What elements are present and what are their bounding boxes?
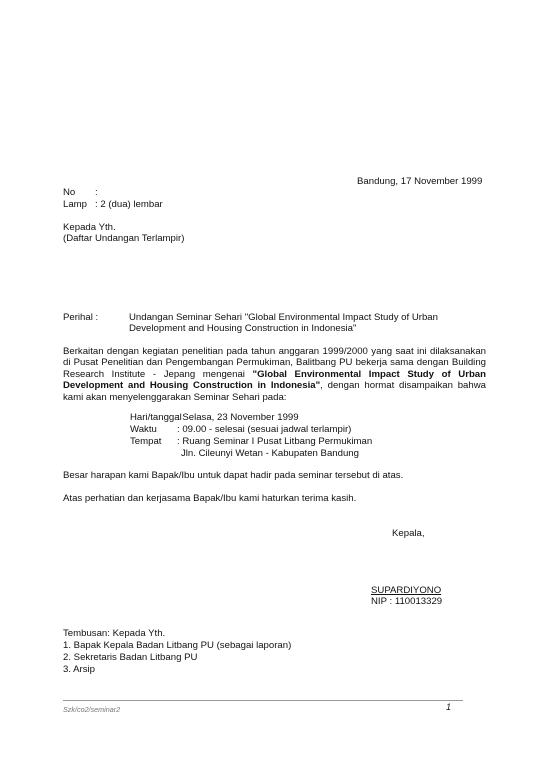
opening-text: Berkaitan dengan kegiatan penelitian pada tahun anggaran 1999/2000 yang saat ini dilaksanakan di Pusat Penelitian dan Pengembangan Permukiman, Balitbang PU bekerja sama dengan Building Research Institute - Jepang mengenai: [63, 346, 486, 380]
recipient-list-note: (Daftar Undangan Terlampir): [63, 233, 185, 245]
event-time-row: [130, 424, 372, 436]
number-row: [63, 187, 163, 199]
number-value: :: [95, 187, 98, 198]
subject-text: [129, 312, 469, 335]
attachment-row: [63, 199, 163, 211]
page-number: 1: [446, 702, 452, 712]
hope-paragraph: Besar harapan kami Bapak/Ibu untuk dapat hadir pada seminar tersebut di atas.: [63, 470, 404, 481]
event-details: [130, 412, 372, 460]
copy-to-heading: Tembusan: Kepada Yth.: [63, 628, 166, 639]
signer-nip: NIP : 110013329: [371, 596, 443, 608]
event-date-value: : Selasa, 23 November 1999: [177, 412, 299, 423]
event-address-value: Jln. Cileunyi Wetan - Kabupaten Bandung: [181, 448, 359, 459]
recipient-block: [63, 222, 184, 245]
number-label: No: [63, 187, 76, 198]
recipient-salutation: Kepada Yth.: [63, 222, 116, 233]
closing-title: Kepala,: [392, 528, 425, 539]
thanks-paragraph: Atas perhatian dan kerjasama Bapak/Ibu kami haturkan terima kasih.: [63, 493, 357, 504]
attachment-value: : 2 (dua) lembar: [95, 199, 163, 210]
copy-to-item: 1. Bapak Kepala Badan Litbang PU (sebagai laporan): [63, 640, 292, 651]
footer-divider: [63, 700, 463, 701]
event-date-row: [130, 412, 372, 424]
letter-date: Bandung, 17 November 1999: [357, 176, 483, 187]
signer-name: SUPARDIYONO: [371, 585, 442, 596]
copy-to-item: 3. Arsip: [63, 664, 95, 675]
event-time-value: : 09.00 - selesai (sesuai jadwal terlampir): [177, 424, 352, 435]
opening-text-end: , dengan hormat disampaikan bahwa kami akan menyelenggarakan Seminar Sehari pada:: [63, 380, 486, 403]
opening-paragraph: [63, 346, 486, 403]
footer-file-reference: Szk/co2/seminar2: [63, 705, 121, 714]
subject-label: Perihal :: [63, 312, 99, 323]
event-address-row: [130, 448, 372, 460]
signature-block: [371, 585, 442, 608]
letter-reference-block: [63, 187, 163, 211]
copy-to-item: 2. Sekretaris Badan Litbang PU: [63, 652, 198, 663]
copy-to-block: [63, 628, 291, 676]
event-time-label: Waktu: [130, 424, 157, 435]
subject-line-2: Development and Housing Construction in Indonesia": [129, 323, 357, 335]
study-title-bold: "Global Environmental Impact Study of Urban Development and Housing Construction in Indonesia": [63, 368, 486, 392]
event-place-value: : Ruang Seminar I Pusat Litbang Permukiman: [177, 436, 373, 447]
event-date-label: Hari/tanggal: [130, 412, 182, 423]
attachment-label: Lamp: [63, 199, 87, 210]
event-place-row: [130, 436, 372, 448]
subject-line-1: Undangan Seminar Sehari "Global Environmental Impact Study of Urban: [129, 312, 438, 323]
event-place-label: Tempat: [130, 436, 162, 447]
